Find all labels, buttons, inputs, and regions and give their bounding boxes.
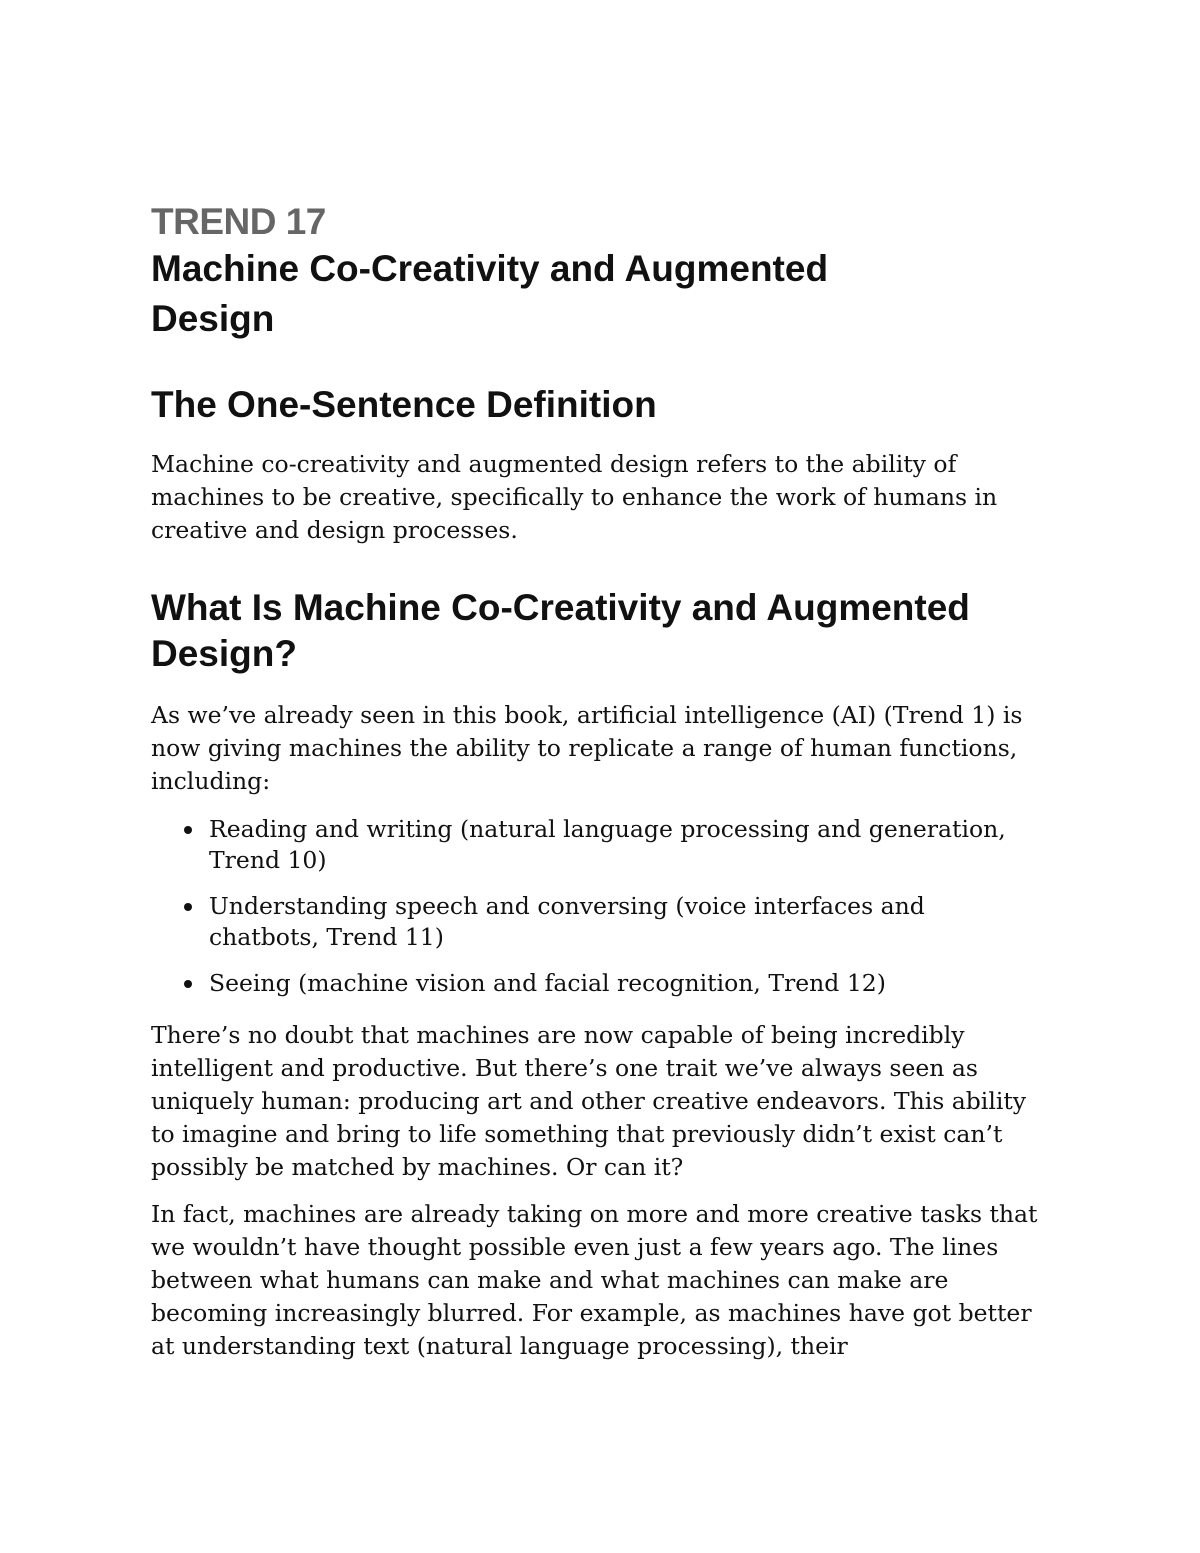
- what-is-heading: [151, 585, 1071, 677]
- chapter-title: Machine Co-Creativity and Augmented Design: [151, 248, 829, 339]
- trend-label: TREND 17: [151, 201, 326, 242]
- bullet-icon: [184, 903, 192, 911]
- page-content: [151, 200, 1071, 1363]
- capabilities-list: [151, 814, 1071, 999]
- fact-paragraph: In fact, machines are already taking on more and more creative tasks that we wouldn’t have thought possible even just a few years ago. The lines between what humans can make and what machines can make are becoming increasingly blurred. For example, as machines have got better at understanding text (natural language processing), their: [151, 1200, 1038, 1360]
- definition-heading: The One-Sentence Definition: [151, 384, 657, 425]
- bullet-icon: [184, 826, 192, 834]
- definition-paragraph: Machine co-creativity and augmented design refers to the ability of machines to be creative, specifically to enhance the work of humans in creative and design processes.: [151, 450, 998, 544]
- list-item-text: Understanding speech and conversing (voice interfaces and chatbots, Trend 11): [209, 892, 925, 951]
- intro-paragraph: As we’ve already seen in this book, artificial intelligence (AI) (Trend 1) is now giving machines the ability to replicate a range of human functions, including:: [151, 701, 1023, 795]
- list-item-text: Reading and writing (natural language processing and generation, Trend 10): [209, 815, 1006, 874]
- list-item-text: Seeing (machine vision and facial recognition, Trend 12): [209, 969, 886, 997]
- doubt-paragraph: There’s no doubt that machines are now capable of being incredibly intelligent and productive. But there’s one trait we’ve always seen as uniquely human: producing art and other creative endeavors. This ability to imagine and bring to life something that previously didn’t exist can’t possibly be matched by machines. Or can it?: [151, 1021, 1027, 1181]
- list-item: [151, 968, 1009, 999]
- what-is-heading-text: What Is Machine Co-Creativity and Augmented Design?: [151, 587, 970, 674]
- list-item: [151, 814, 1009, 876]
- bullet-icon: [184, 980, 192, 988]
- list-item: [151, 891, 1009, 953]
